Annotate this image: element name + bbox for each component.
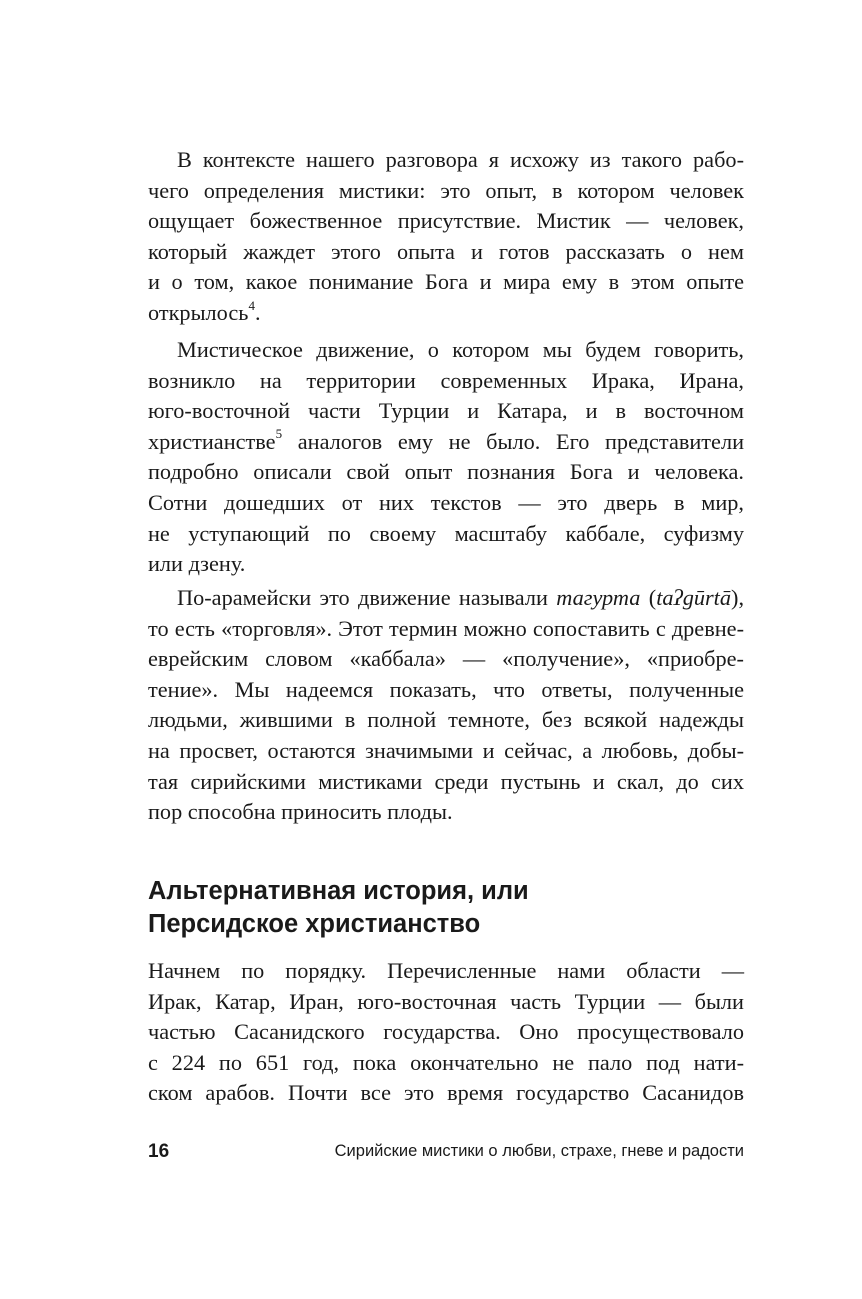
paragraph-line: подробно описали свой опыт познания Бога и человека. (148, 459, 744, 485)
paragraph-line: Мистическое движение, о котором мы будем говорить, (177, 337, 744, 362)
paragraph-line: с 224 по 651 год, пока окончательно не пало под нати- (148, 1049, 744, 1075)
paragraph-line: тение». Мы надеемся показать, что ответы, полученные (148, 676, 744, 702)
paragraph-tagurta (148, 583, 744, 828)
paragraph-line: тая сирийскими мистиками среди пустынь и скал, до сих (148, 768, 744, 794)
paragraph-line: ощущает божественное присутствие. Мистик — человек, (148, 208, 744, 234)
line-text: открылось (148, 299, 249, 325)
paragraph-line (148, 427, 744, 458)
section-heading-line: Альтернативная история, или (148, 877, 529, 905)
paragraph-sasanid-state (148, 956, 744, 1109)
paragraph-line: частью Сасанидского государства. Оно просуществовало (148, 1019, 744, 1045)
paragraph-line: юго-восточной части Турции и Катара, и в восточном (148, 398, 744, 424)
line-text: . (254, 299, 261, 325)
section-heading (148, 875, 748, 940)
paragraph-line: людьми, жившими в полной темноте, без всякой надежды (148, 707, 744, 733)
paragraph-mysticism-definition (148, 145, 744, 329)
paragraph-line: Начнем по порядку. Перечисленные нами области — (148, 958, 744, 983)
paragraph-line: на просвет, остаются значимыми и сейчас, а любовь, добы- (148, 737, 744, 763)
paragraph-line: В контексте нашего разговора я исхожу из такого рабо- (177, 147, 744, 172)
paragraph-movement-origin (148, 335, 744, 580)
page-number: 16 (148, 1141, 170, 1162)
paragraph-line: возникло на территории современных Ирака, Ирана, (148, 367, 744, 393)
line-text: аналогов ему не было. Его представители (282, 428, 744, 454)
page-footer (148, 1141, 744, 1167)
paragraph-line: и о том, какое понимание Бога и мира ему в этом опыте (148, 269, 744, 295)
paragraph-line: пор способна приносить плоды. (148, 799, 453, 825)
term-russian: тагурта (556, 585, 641, 610)
paragraph-line: или дзену. (148, 551, 246, 577)
paragraph-line: который жаждет этого опыта и готов рассказать о нем (148, 238, 744, 264)
paragraph-line: Ирак, Катар, Иран, юго-восточная часть Турции — были (148, 988, 744, 1014)
footnote-ref[interactable]: 5 (275, 426, 283, 442)
paragraph-line: то есть «торговля». Этот термин можно сопоставить с древне- (148, 615, 744, 641)
section-heading-line: Персидское христианство (148, 909, 481, 938)
paragraph-line: еврейским словом «каббала» — «получение», «приобре- (148, 646, 744, 672)
paragraph-line: ском арабов. Почти все это время государство Сасанидов (148, 1080, 744, 1106)
running-title: Сирийские мистики о любви, страхе, гневе и радости (334, 1142, 744, 1160)
line-text: ), (731, 585, 745, 610)
line-text: По-арамейски это движение называли (177, 585, 557, 610)
footnote-ref[interactable]: 4 (248, 297, 255, 313)
paragraph-line: Сотни дошедших от них текстов — это дверь в мир, (148, 489, 744, 515)
paragraph-line: чего определения мистики: это опыт, в котором человек (148, 177, 744, 203)
paragraph-line (148, 298, 744, 329)
paragraph-line: не уступающий по своему масштабу каббале, суфизму (148, 520, 744, 546)
term-transliteration: taʔgūrtā (656, 585, 732, 610)
paragraph-line (148, 583, 744, 614)
line-text: ( (640, 585, 657, 610)
line-text: христианстве (148, 428, 276, 454)
